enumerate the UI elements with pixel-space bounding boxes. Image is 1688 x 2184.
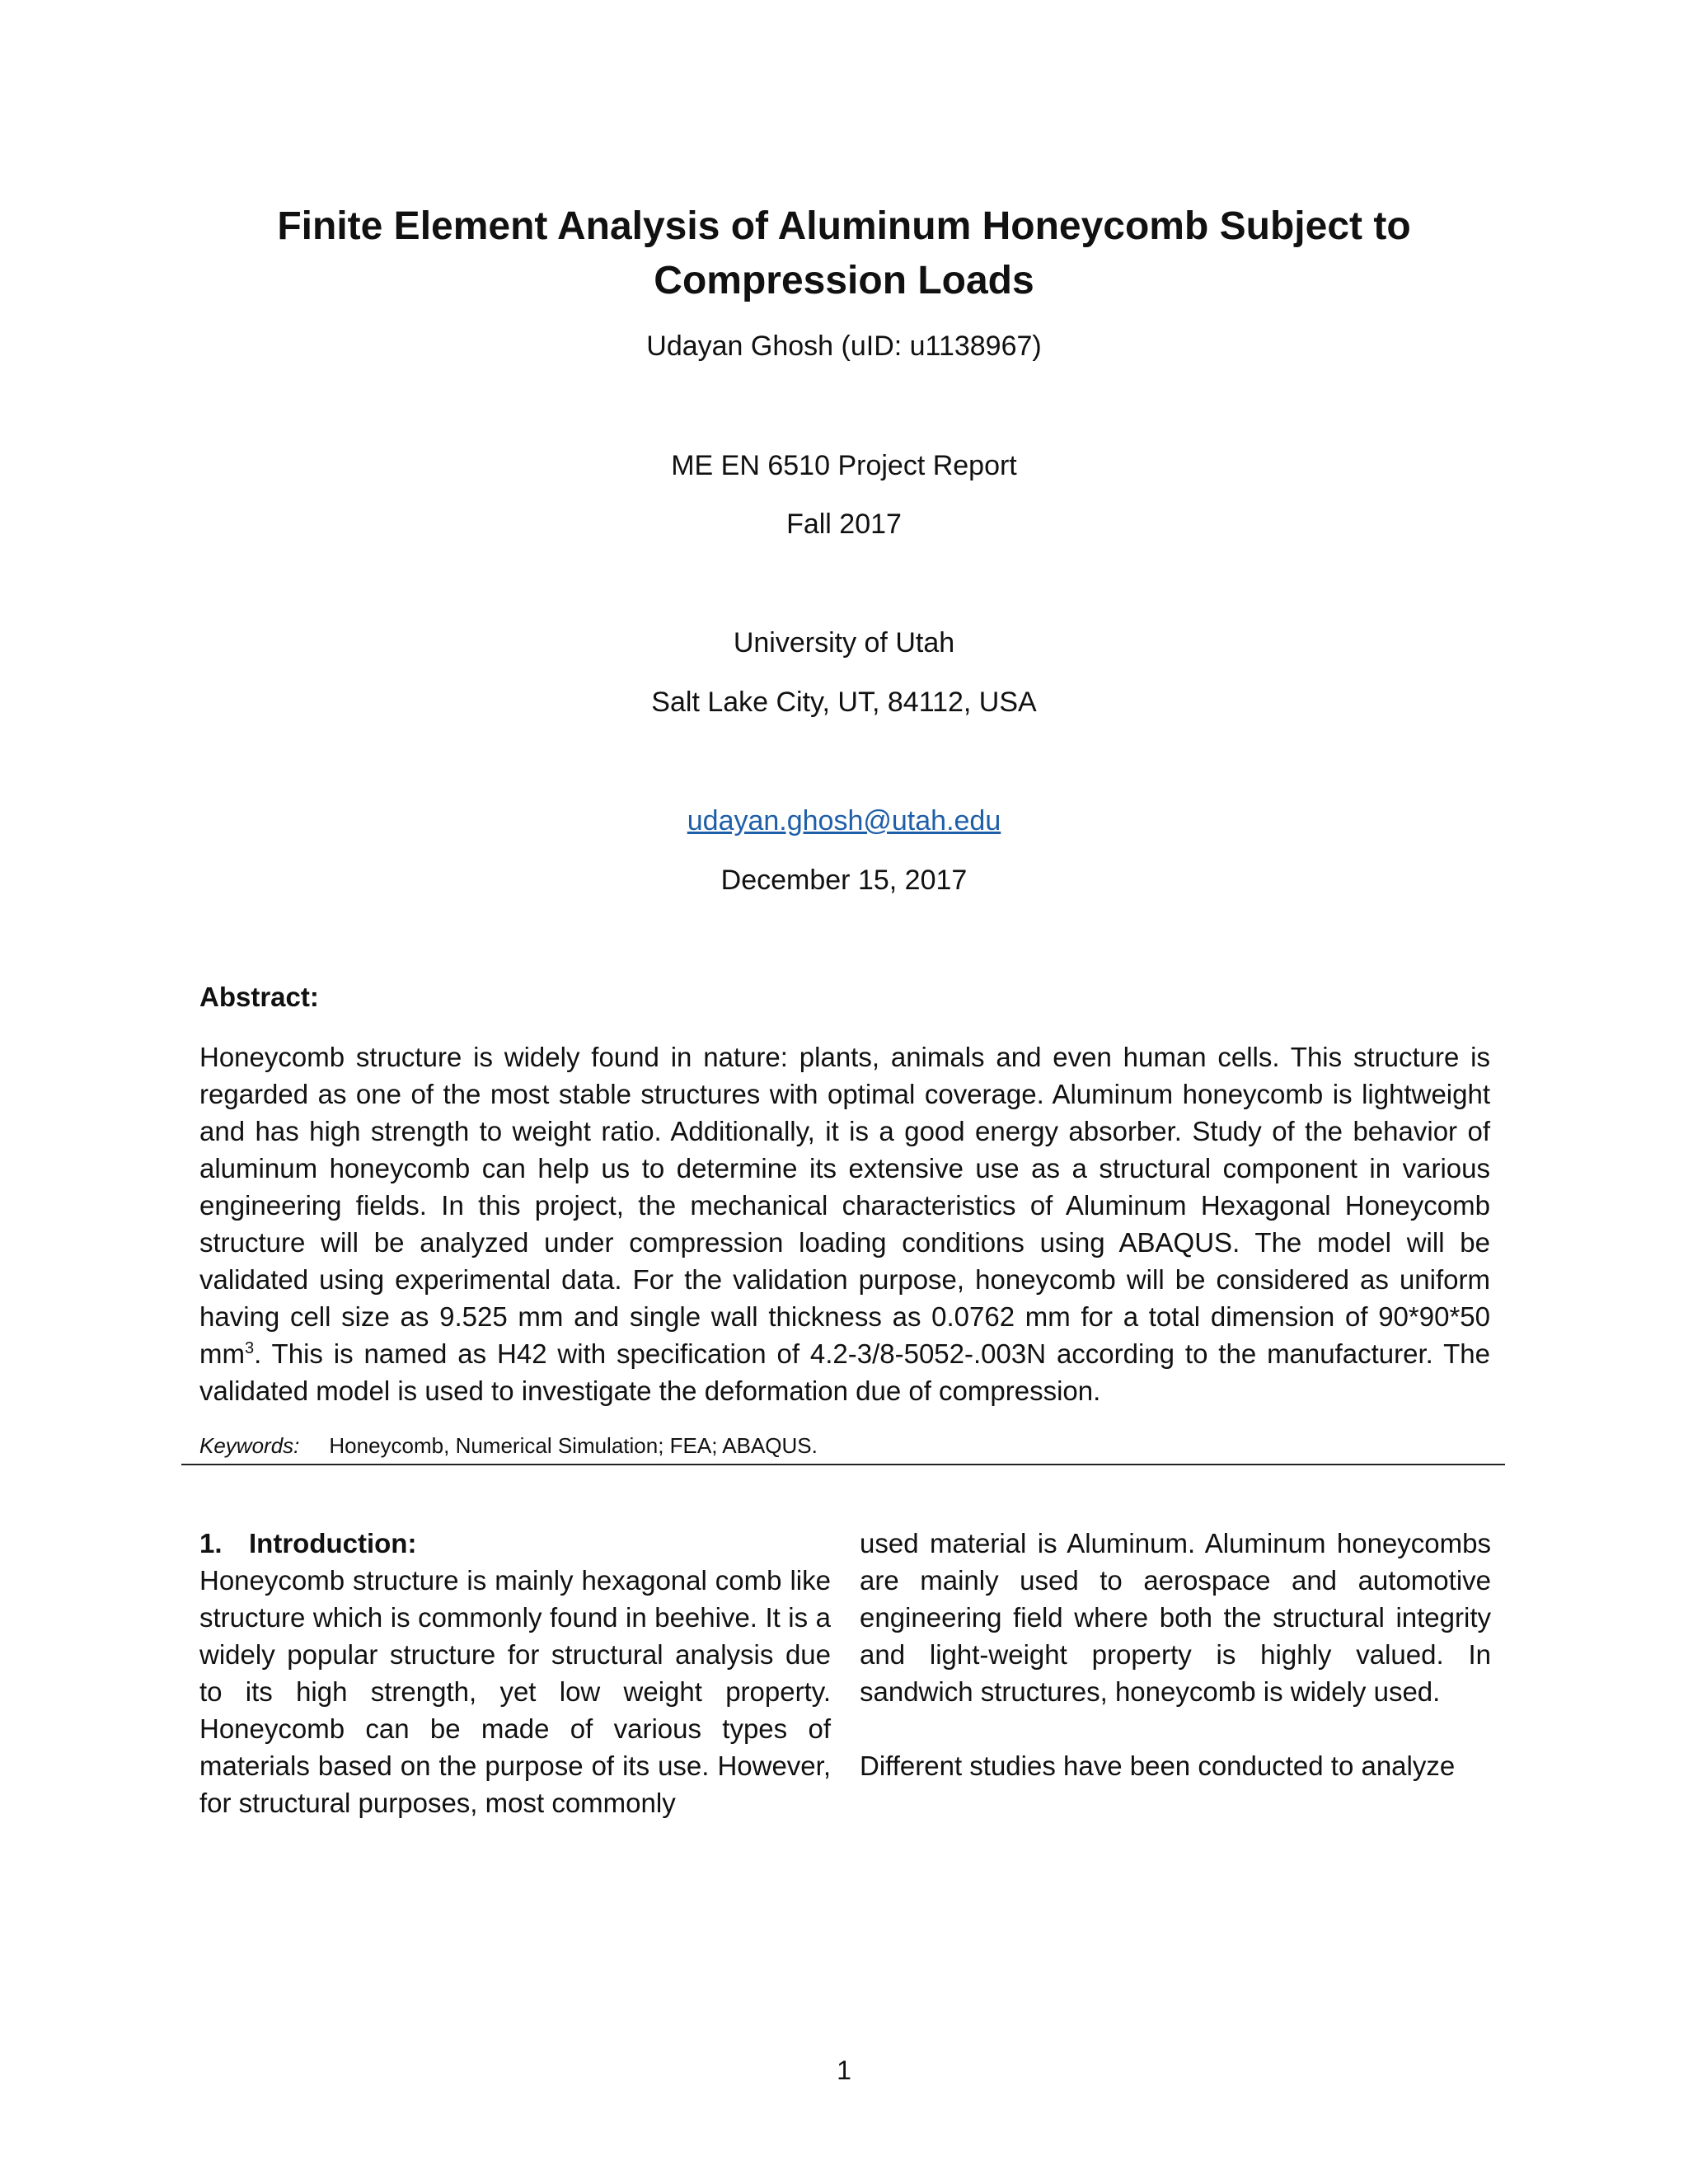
introduction-paragraph-1: Honeycomb structure is mainly hexagonal comb like structure which is commonly found in beehive. It is a widely popular structure for structural analysis due to its high strength, yet low weight property. Honeycomb can be made of various types of materials based on the purpose of its use. However, for structural purposes, most commonly [199,1565,831,1818]
term-line: Fall 2017 [786,509,902,540]
page-number: 1 [837,2055,851,2085]
abstract-text-end: . This is named as H42 with specification of 4.2-3/8-5052-.003N according to the manufacturer. The validated model is used to investigate the deformation due of compression. [199,1338,1490,1406]
university-line: University of Utah [733,627,955,658]
keywords-label: Keywords: [199,1433,300,1458]
email-link[interactable]: udayan.ghosh@utah.edu [687,805,1001,837]
introduction-paragraph-2: used material is Aluminum. Aluminum honeycombs are mainly used to aerospace and automotive engineering field where both the structural integrity and light-weight property is highly valued. In sandwich structures, honeycomb is widely used. [860,1528,1491,1707]
introduction-paragraph-3: Different studies have been conducted to analyze [860,1750,1456,1781]
course-line: ME EN 6510 Project Report [671,450,1017,481]
email-line [0,804,1688,837]
abstract-heading: Abstract: [199,982,319,1012]
author-line: Udayan Ghosh (uID: u1138967) [646,330,1042,362]
address-line: Salt Lake City, UT, 84112, USA [651,687,1037,718]
section-number: 1. [199,1528,223,1558]
introduction-heading [199,1525,831,1562]
section-divider [181,1464,1505,1465]
paper-title: Finite Element Analysis of Aluminum Honeycomb Subject to Compression Loads [277,204,1411,302]
right-column [860,1525,1491,1784]
abstract-superscript: 3 [244,1339,255,1357]
abstract-body [199,1038,1490,1409]
keywords-line [199,1432,818,1459]
left-column [199,1525,831,1821]
paragraph-gap [860,1710,1491,1747]
date-line: December 15, 2017 [720,865,968,896]
keywords-text: Honeycomb, Numerical Simulation; FEA; ABAQUS. [329,1433,818,1458]
section-title: Introduction: [249,1528,417,1558]
abstract-text: Honeycomb structure is widely found in nature: plants, animals and even human cells. This structure is regarded as one of the most stable structures with optimal coverage. Aluminum honeycomb is lightweight and has high strength to weight ratio. Additionally, it is a good energy absorber. Study of the behavior of aluminum honeycomb can help us to determine its extensive use as a structural component in various engineering fields. In this project, the mechanical characteristics of Aluminum Hexagonal Honeycomb structure will be analyzed under compression loading conditions using ABAQUS. The model will be validated using experimental data. For the validation purpose, honeycomb will be considered as uniform having cell size as 9.525 mm and single wall thickness as 0.0762 mm for a total dimension of 90*90*50 mm [199,1042,1490,1369]
